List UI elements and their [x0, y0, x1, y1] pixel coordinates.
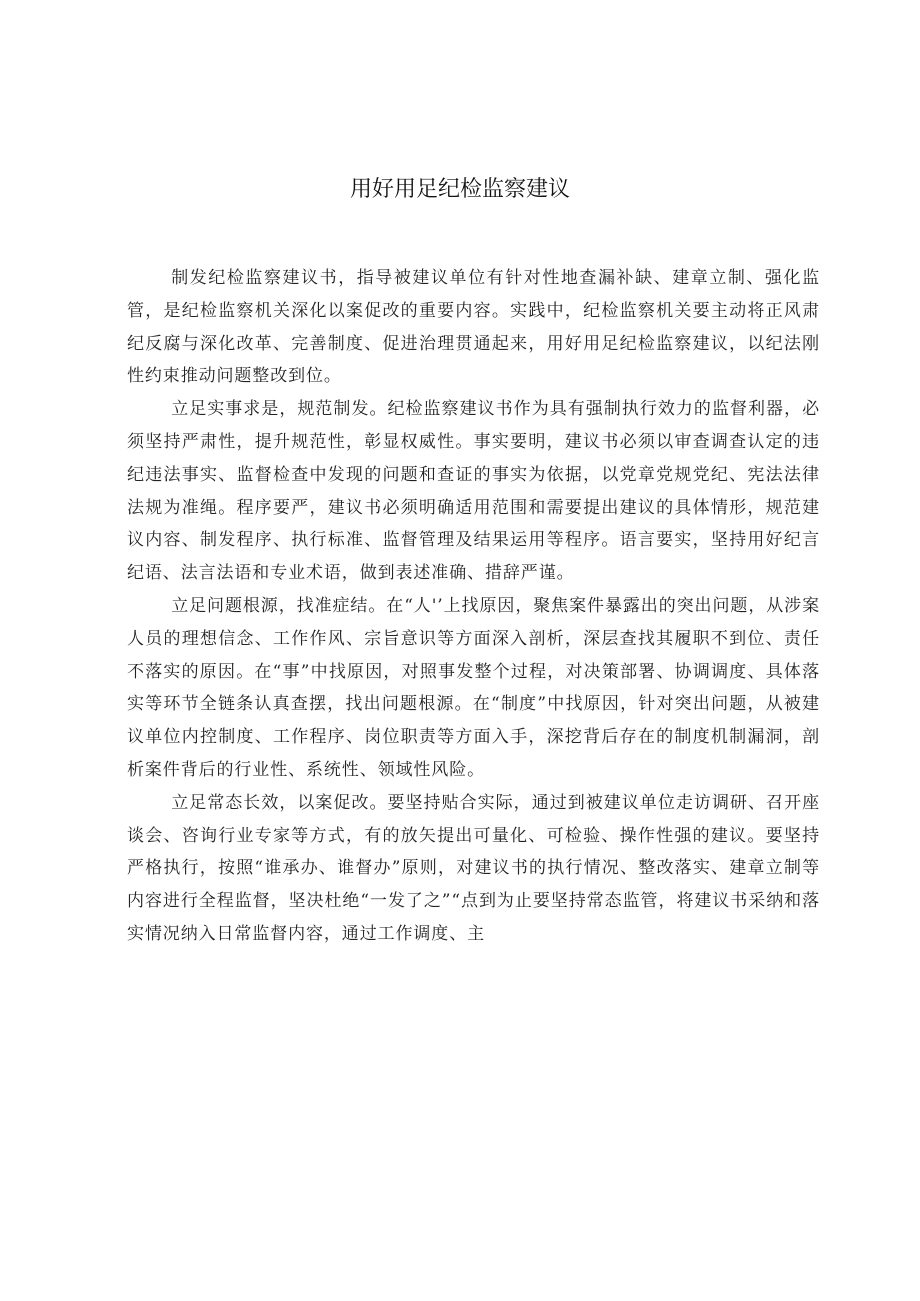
paragraph-intro: 制发纪检监察建议书，指导被建议单位有针对性地查漏补缺、建章立制、强化监管，是纪检监察机关深化以案促改的重要内容。实践中，纪检监察机关要主动将正风肃纪反腐与深化改革、完善制度、促进治理贯通起来，用好用足纪检监察建议，以纪法刚性约束推动问题整改到位。	[127, 268, 820, 387]
paragraph-long-term: 立足常态长效，以案促改。要坚持贴合实际，通过到被建议单位走访调研、召开座谈会、咨询行业专家等方式，有的放矢提出可量化、可检验、操作性强的建议。要坚持严格执行，按照“谁承办、谁督办”原则，对建议书的执行情况、整改落实、建章立制等内容进行全程监督，坚决杜绝“一发了之”“点到为止要坚持常态监管，将建议书采纳和落实情况纳入日常监督内容，通过工作调度、主	[127, 792, 820, 944]
document-title: 用好用足纪检监察建议	[349, 177, 570, 202]
document-body	[127, 262, 820, 951]
paragraph-root-cause: 立足问题根源，找准症结。在“人'’上找原因，聚焦案件暴露出的突出问题，从涉案人员的理想信念、工作作风、宗旨意识等方面深入剖析，深层查找其履职不到位、责任不落实的原因。在“事”中找原因，对照事发整个过程，对决策部署、协调调度、具体落实等环节全链条认真查摆，找出问题根源。在“制度”中找原因，针对突出问题，从被建议单位内控制度、工作程序、岗位职责等方面入手，深挖背后存在的制度机制漏洞，剖析案件背后的行业性、系统性、领域性风险。	[127, 595, 820, 780]
paragraph-standardize: 立足实事求是，规范制发。纪检监察建议书作为具有强制执行效力的监督利器，必须坚持严肃性，提升规范性，彰显权威性。事实要明，建议书必须以审查调查认定的违纪违法事实、监督检查中发现的问题和查证的事实为依据，以党章党规党纪、宪法法律法规为准绳。程序要严，建议书必须明确适用范围和需要提出建议的具体情形，规范建议内容、制发程序、执行标准、监督管理及结果运用等程序。语言要实，坚持用好纪言纪语、法言法语和专业术语，做到表述准确、措辞严谨。	[127, 399, 820, 584]
